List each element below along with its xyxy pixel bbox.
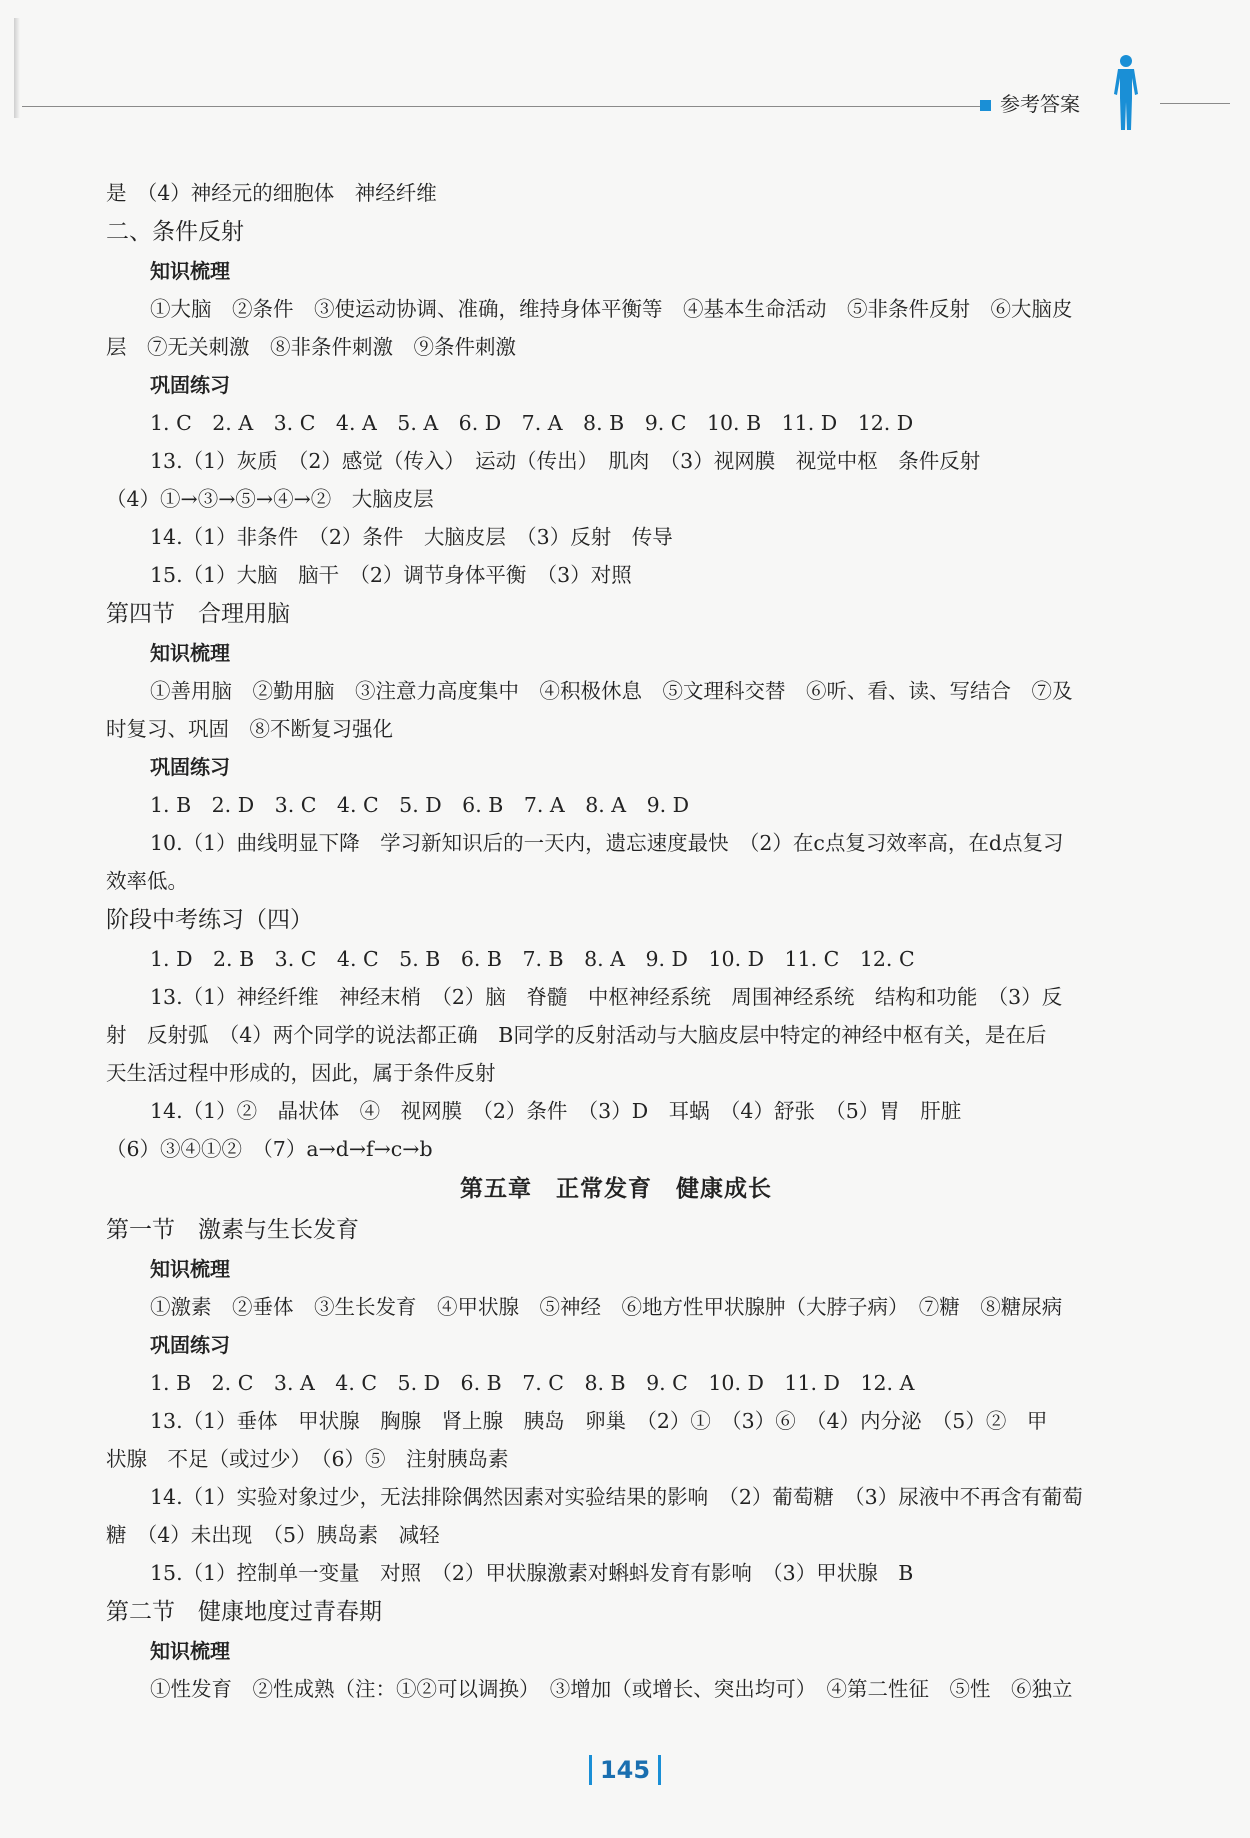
answer-line: ①善用脑 ②勤用脑 ③注意力高度集中 ④积极休息 ⑤文理科交替 ⑥听、看、读、写结合 ⑦及: [150, 679, 1073, 703]
section-heading: 二、条件反射: [106, 219, 244, 245]
answer-line: 糖 （4）未出现 （5）胰岛素 减轻: [106, 1523, 440, 1547]
subsection-heading: 知识梳理: [150, 1257, 230, 1281]
answer-line: 13.（1）神经纤维 神经末梢 （2）脑 脊髓 中枢神经系统 周围神经系统 结构和功能 （3）反: [150, 985, 1063, 1009]
answer-line: （6）③④①② （7）a→d→f→c→b: [106, 1137, 433, 1161]
answer-line: 1. B 2. C 3. A 4. C 5. D 6. B 7. C 8. B 9. C 10. D 11. D 12. A: [150, 1371, 915, 1395]
section-heading: 第四节 合理用脑: [106, 601, 290, 627]
header-rule-right: [1160, 103, 1230, 104]
chapter-heading: 第五章 正常发育 健康成长: [460, 1176, 772, 1202]
answer-line: 15.（1）控制单一变量 对照 （2）甲状腺激素对蝌蚪发育有影响 （3）甲状腺 B: [150, 1561, 914, 1585]
answer-line: 14.（1）实验对象过少，无法排除偶然因素对实验结果的影响 （2）葡萄糖 （3）尿液中不再含有葡萄: [150, 1485, 1083, 1509]
section-heading: 第一节 激素与生长发育: [106, 1217, 359, 1243]
answer-line: 1. C 2. A 3. C 4. A 5. A 6. D 7. A 8. B 9. C 10. B 11. D 12. D: [150, 411, 914, 435]
answer-line: 13.（1）灰质 （2）感觉（传入） 运动（传出） 肌肉 （3）视网膜 视觉中枢 条件反射: [150, 449, 981, 473]
answer-line: （4）①→③→⑤→④→② 大脑皮层: [106, 487, 434, 511]
human-figure-icon: [1108, 54, 1144, 132]
answer-line: 14.（1）非条件 （2）条件 大脑皮层 （3）反射 传导: [150, 525, 673, 549]
subsection-heading: 巩固练习: [150, 755, 230, 779]
subsection-heading: 巩固练习: [150, 1333, 230, 1357]
answer-line: ①激素 ②垂体 ③生长发育 ④甲状腺 ⑤神经 ⑥地方性甲状腺肿（大脖子病） ⑦糖 ⑧糖尿病: [150, 1295, 1063, 1319]
answer-line: ①性发育 ②性成熟（注：①②可以调换） ③增加（或增长、突出均可） ④第二性征 ⑤性 ⑥独立: [150, 1677, 1073, 1701]
answer-line: 时复习、巩固 ⑧不断复习强化: [106, 717, 393, 741]
binding-shadow: [14, 18, 20, 118]
answer-line: 10.（1）曲线明显下降 学习新知识后的一天内，遗忘速度最快 （2）在c点复习效率高，在d点复习: [150, 831, 1064, 855]
footer: [0, 1755, 1250, 1785]
header-label: 参考答案: [1000, 92, 1080, 116]
answer-line: 天生活过程中形成的，因此，属于条件反射: [106, 1061, 496, 1085]
answer-line: 15.（1）大脑 脑干 （2）调节身体平衡 （3）对照: [150, 563, 632, 587]
answer-line: 是 （4）神经元的细胞体 神经纤维: [106, 181, 437, 205]
subsection-heading: 知识梳理: [150, 1639, 230, 1663]
answer-line: 射 反射弧 （4）两个同学的说法都正确 B同学的反射活动与大脑皮层中特定的神经中枢有关，是在后: [106, 1023, 1047, 1047]
answer-line: 效率低。: [106, 869, 188, 893]
subsection-heading: 巩固练习: [150, 373, 230, 397]
answer-line: 13.（1）垂体 甲状腺 胸腺 肾上腺 胰岛 卵巢 （2）① （3）⑥ （4）内分泌 （5）② 甲: [150, 1409, 1048, 1433]
answer-line: 状腺 不足（或过少） （6）⑤ 注射胰岛素: [106, 1447, 509, 1471]
answer-line: 1. B 2. D 3. C 4. C 5. D 6. B 7. A 8. A 9. D: [150, 793, 690, 817]
subsection-heading: 知识梳理: [150, 641, 230, 665]
answer-line: 14.（1）② 晶状体 ④ 视网膜 （2）条件 （3）D 耳蜗 （4）舒张 （5）胃 肝脏: [150, 1099, 962, 1123]
header-rule: [22, 106, 982, 107]
answer-line: 层 ⑦无关刺激 ⑧非条件刺激 ⑨条件刺激: [106, 335, 516, 359]
section-heading: 第二节 健康地度过青春期: [106, 1599, 382, 1625]
header-square-icon: [980, 100, 991, 111]
answer-line: 1. D 2. B 3. C 4. C 5. B 6. B 7. B 8. A 9. D 10. D 11. C 12. C: [150, 947, 915, 971]
section-heading: 阶段中考练习（四）: [106, 907, 313, 933]
answer-line: ①大脑 ②条件 ③使运动协调、准确，维持身体平衡等 ④基本生命活动 ⑤非条件反射 ⑥大脑皮: [150, 297, 1073, 321]
page-number: 145: [589, 1755, 661, 1785]
answer-content: [106, 174, 1126, 1708]
subsection-heading: 知识梳理: [150, 259, 230, 283]
